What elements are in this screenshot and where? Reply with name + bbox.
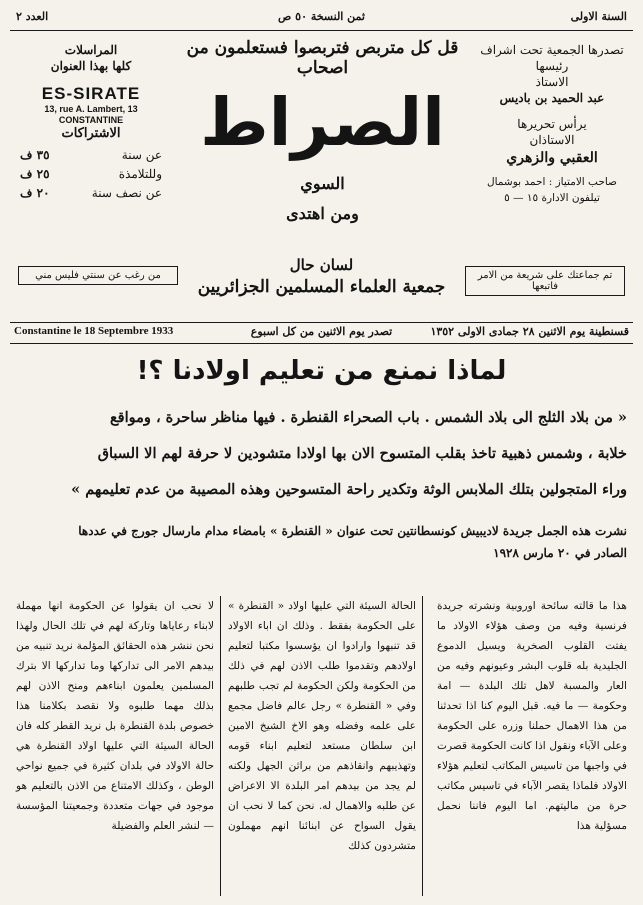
subscription-price: ٢٠ ف bbox=[20, 186, 50, 200]
spacer bbox=[477, 106, 627, 116]
subscription-price: ٣٥ ف bbox=[20, 148, 50, 162]
issue-number: العدد ٢ bbox=[16, 10, 49, 23]
lead-line: خلابة ، وشمس ذهبية تاخذ بقلب المتسوح الان بها اولادا متشودين لا حرفة لهم الا السباق bbox=[97, 445, 627, 462]
article-column-3 bbox=[16, 596, 214, 896]
latin-city: CONSTANTINE bbox=[58, 115, 124, 125]
editors-names: العقبي والزهري bbox=[506, 150, 598, 166]
tagline-1: السوي bbox=[300, 174, 345, 193]
saying-box-left: من رغب عن سنتي فليس مني bbox=[18, 266, 178, 285]
correspondence-note: كلها بهذا العنوان bbox=[50, 59, 132, 73]
column-text: الحالة السيئة التي عليها اولاد « القنطرة » على الحكومة بفقط . وذلك ان اباء الاولاد قد تنبهوا وارادوا ان يؤسسوا مكتبا لتعليم اولادهم وتقدموا طلب الاذن لهم في ذلك من الحكومة ولكن الحكومة لم تجب طلبهم وفي « القنطرة » رجل عالم فاضل مجمع على علمه وفضله وهو الاخ الشيخ الامين ابن سلطان مستعد لتعليم ابناء قومه وتهذيبهم وانقاذهم من براثن الجهل ولكنه لم يجد من بيدهم امر البلدة الا الاعراض عن طلبه والاهمال له. نحن كما لا نحب ان يقول السواح عن ابنائنا انهم مهملون متشردون كذلك bbox=[228, 600, 416, 852]
lead-line: « من بلاد الثلج الى بلاد الشمس . باب الصحراء القنطرة . فيها مناظر ساحرة ، ومواقع bbox=[109, 409, 627, 426]
organization-banner bbox=[190, 254, 453, 298]
source-note bbox=[16, 520, 627, 564]
publisher-line: تصدرها الجمعية تحت اشراف رئيسها bbox=[480, 43, 624, 73]
latin-address-block bbox=[16, 84, 166, 126]
phone-line: تيلفون الادارة ١٥ — ٥ bbox=[504, 192, 600, 204]
date-arabic: قسنطينة يوم الاثنين ٢٨ جمادى الاولى ١٣٥٢ bbox=[430, 325, 629, 338]
subscription-price: ٢٥ ف bbox=[20, 167, 50, 181]
column-text: هذا ما قالته سائحة اوروبية ونشرته جريدة فرنسية وفيه من وصف هؤلاء الاولاد ما يفتت القلوب الصخرية ويسيل الدموع الجليدية بله قلوب البشر وعيونهم وفيه من العار والمسبة لاهل تلك البلدة — امة وحكومة — ما فيه. قبل اليوم كنا اذا تحدثنا من هذا الاهمال حملنا وزره على الحكومة وعلى الآباء ونقول اذا كانت الحكومة قصرت في واجبها من تاسيس المكاتب لتعليم هؤلاء الاولاد فلماذا يقصر الآباء في تاسيس مكاتب حرة من ماليتهم. اما اليوم فاننا نحمل مسؤلية هذا bbox=[437, 600, 627, 832]
correspondence-label: المراسلات bbox=[64, 43, 118, 57]
source-note-line: نشرت هذه الجمل جريدة لاديبيش كونسطانتين تحت عنوان « القنطرة » بامضاء مدام مارسال جورج في عددها bbox=[78, 524, 627, 538]
subscription-label: وللتلامذة bbox=[118, 167, 162, 181]
date-latin: Constantine le 18 Septembre 1933 bbox=[14, 325, 174, 337]
column-text: لا نحب ان يقولوا عن الحكومة انها مهملة لابناء رعاياها وتاركة لهم في تلك الحال ولهذا نحن ننشر هذه الحقائق المؤلمة نريد تنبيه من بيدهم الامر الى تداركها وما تداركها الا بترك المسلمين يعلمون ابناءهم ومنح الاذن لهم بذلك مهما طلبوه ولا نقصد بكلامنا هذا خصوص بلدة القنطرة بل نريد القطر كله فان الحالة السيئة التي عليها اولاد القنطرة هي حالة الاولاد في بلدان كثيرة في جميع نواحي الوطن ، وكذلك الامتناع من الاذن بالتعليم هو موجود في جهات متعددة وجمعيتنا المؤسسة — لنشر العلم والفضيلة bbox=[16, 600, 214, 832]
masthead-right bbox=[477, 42, 627, 206]
org-line-1: لسان حال bbox=[289, 256, 354, 274]
saying-box-right: تم جماعتك على شريعة من الامر فاتبعها bbox=[465, 266, 625, 296]
newspaper-title: الصراط bbox=[200, 84, 445, 161]
article-column-2 bbox=[228, 596, 416, 896]
year-label: السنة الاولى bbox=[570, 10, 627, 23]
newspaper-page bbox=[10, 8, 633, 898]
subscriptions-list bbox=[20, 146, 162, 203]
lead-line: وراء المتجولين بتلك الملابس الوثة وتكدير راحة المتسوحين وهذه المصيبة من عدم تعليمهم » bbox=[71, 481, 627, 498]
article-column-1 bbox=[437, 596, 627, 896]
subscription-row bbox=[20, 146, 162, 165]
subscription-row bbox=[20, 165, 162, 184]
org-line-2: جمعية العلماء المسلمين الجزائريين bbox=[197, 277, 446, 297]
masthead-left bbox=[16, 42, 166, 74]
verse-line: قل كل متربص فتربصوا فستعلمون من اصحاب bbox=[186, 38, 459, 78]
article-lead bbox=[16, 400, 627, 508]
tagline-2: ومن اهتدى bbox=[286, 204, 359, 223]
price-label: ثمن النسخة ٥٠ ص bbox=[278, 10, 365, 23]
article-headline: لماذا نمنع من تعليم اولادنا ؟! bbox=[136, 356, 507, 386]
source-note-line: الصادر في ٢٠ مارس ١٩٢٨ bbox=[493, 546, 627, 560]
latin-street: 13, rue A. Lambert, 13 bbox=[44, 104, 138, 114]
subscription-label: عن سنة bbox=[121, 148, 162, 162]
subscription-label: عن نصف سنة bbox=[91, 186, 162, 200]
owner-line: صاحب الامتياز : احمد بوشمال bbox=[487, 176, 617, 188]
subscription-row bbox=[20, 184, 162, 203]
president-title: الاستاذ bbox=[535, 75, 569, 89]
column-divider bbox=[422, 596, 423, 896]
dateline-top-rule bbox=[10, 322, 633, 323]
dateline-bottom-rule bbox=[10, 343, 633, 344]
column-divider bbox=[220, 596, 221, 896]
latin-title: ES-SIRATE bbox=[41, 84, 141, 103]
president-name: عبد الحميد بن باديس bbox=[499, 91, 605, 105]
editors-line: يرأس تحريرها bbox=[517, 117, 587, 131]
top-rule bbox=[10, 30, 633, 31]
publication-frequency: تصدر يوم الاثنين من كل اسبوع bbox=[250, 325, 393, 338]
subscriptions-title: الاشتراكات bbox=[61, 126, 121, 141]
editors-title: الاستاذان bbox=[529, 133, 575, 147]
